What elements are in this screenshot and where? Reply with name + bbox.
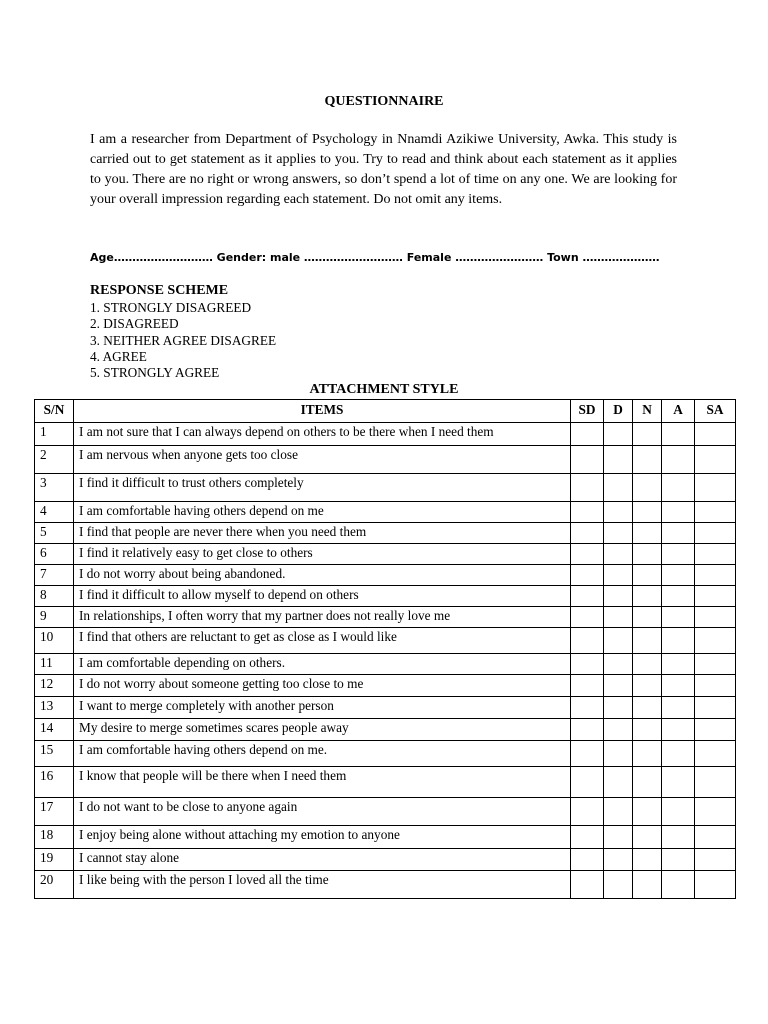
header-items: ITEMS <box>74 400 571 423</box>
response-cell-sa[interactable] <box>695 697 736 719</box>
response-cell-sd[interactable] <box>571 654 604 675</box>
response-scheme-title: RESPONSE SCHEME <box>90 283 229 298</box>
table-row <box>35 719 736 741</box>
response-cell-sd[interactable] <box>571 741 604 767</box>
header-sa: SA <box>695 400 736 423</box>
row-sn: 10 <box>35 628 74 654</box>
response-cell-a[interactable] <box>662 544 695 565</box>
attachment-style-table <box>34 399 736 899</box>
row-item: I do not worry about someone getting too close to me <box>74 675 571 697</box>
table-row <box>35 565 736 586</box>
header-a: A <box>662 400 695 423</box>
row-item: I find that people are never there when you need them <box>74 523 571 544</box>
response-cell-n[interactable] <box>633 586 662 607</box>
response-cell-d[interactable] <box>604 565 633 586</box>
table-row <box>35 474 736 502</box>
response-cell-d[interactable] <box>604 741 633 767</box>
response-cell-n[interactable] <box>633 849 662 871</box>
row-item: I am comfortable having others depend on me <box>74 502 571 523</box>
response-cell-sd[interactable] <box>571 474 604 502</box>
response-cell-a[interactable] <box>662 871 695 899</box>
response-cell-a[interactable] <box>662 586 695 607</box>
response-cell-sd[interactable] <box>571 719 604 741</box>
response-cell-sd[interactable] <box>571 849 604 871</box>
response-cell-n[interactable] <box>633 544 662 565</box>
response-cell-sa[interactable] <box>695 654 736 675</box>
row-sn: 7 <box>35 565 74 586</box>
response-cell-sa[interactable] <box>695 767 736 798</box>
response-cell-n[interactable] <box>633 474 662 502</box>
response-cell-a[interactable] <box>662 849 695 871</box>
response-cell-sa[interactable] <box>695 798 736 826</box>
response-cell-sa[interactable] <box>695 474 736 502</box>
response-cell-sa[interactable] <box>695 607 736 628</box>
response-cell-sd[interactable] <box>571 675 604 697</box>
response-cell-d[interactable] <box>604 502 633 523</box>
row-item: In relationships, I often worry that my partner does not really love me <box>74 607 571 628</box>
response-cell-a[interactable] <box>662 654 695 675</box>
response-cell-sd[interactable] <box>571 423 604 446</box>
response-cell-sa[interactable] <box>695 423 736 446</box>
row-sn: 20 <box>35 871 74 899</box>
response-cell-n[interactable] <box>633 446 662 474</box>
response-cell-a[interactable] <box>662 423 695 446</box>
row-sn: 14 <box>35 719 74 741</box>
response-cell-d[interactable] <box>604 544 633 565</box>
row-item: I am comfortable having others depend on me. <box>74 741 571 767</box>
response-cell-n[interactable] <box>633 675 662 697</box>
row-item: I like being with the person I loved all the time <box>74 871 571 899</box>
response-cell-sa[interactable] <box>695 544 736 565</box>
response-cell-n[interactable] <box>633 741 662 767</box>
table-row <box>35 767 736 798</box>
response-cell-sd[interactable] <box>571 446 604 474</box>
response-cell-a[interactable] <box>662 767 695 798</box>
response-cell-d[interactable] <box>604 826 633 849</box>
response-cell-d[interactable] <box>604 798 633 826</box>
table-row <box>35 446 736 474</box>
row-sn: 1 <box>35 423 74 446</box>
intro-paragraph: I am a researcher from Department of Psychology in Nnamdi Azikiwe University, Awka. This study is carried out to get statement as it applies to you. Try to read and think about each statement as it applies to you. There are no right or wrong answers, so don’t spend a lot of time on any one. We are looking for your overall impression regarding each statement. Do not omit any items. <box>90 132 677 207</box>
response-cell-sa[interactable] <box>695 719 736 741</box>
row-sn: 11 <box>35 654 74 675</box>
row-item: I am not sure that I can always depend on others to be there when I need them <box>74 423 571 446</box>
row-sn: 9 <box>35 607 74 628</box>
table-row <box>35 798 736 826</box>
response-cell-sa[interactable] <box>695 675 736 697</box>
response-scheme-list <box>90 300 276 381</box>
response-cell-d[interactable] <box>604 423 633 446</box>
response-cell-sd[interactable] <box>571 523 604 544</box>
response-cell-d[interactable] <box>604 628 633 654</box>
response-cell-a[interactable] <box>662 719 695 741</box>
response-cell-a[interactable] <box>662 565 695 586</box>
response-cell-a[interactable] <box>662 502 695 523</box>
header-d: D <box>604 400 633 423</box>
table-row <box>35 423 736 446</box>
table-row <box>35 586 736 607</box>
row-item: I find it relatively easy to get close to others <box>74 544 571 565</box>
response-cell-sd[interactable] <box>571 697 604 719</box>
response-cell-sa[interactable] <box>695 446 736 474</box>
response-cell-d[interactable] <box>604 767 633 798</box>
row-sn: 3 <box>35 474 74 502</box>
table-row <box>35 871 736 899</box>
row-sn: 12 <box>35 675 74 697</box>
table-row <box>35 523 736 544</box>
row-sn: 2 <box>35 446 74 474</box>
table-row <box>35 741 736 767</box>
table-row <box>35 697 736 719</box>
scheme-option: 5. STRONGLY AGREE <box>90 365 220 381</box>
row-item: I do not want to be close to anyone again <box>74 798 571 826</box>
response-cell-sa[interactable] <box>695 826 736 849</box>
response-cell-sd[interactable] <box>571 502 604 523</box>
response-cell-sd[interactable] <box>571 607 604 628</box>
response-cell-sd[interactable] <box>571 767 604 798</box>
response-cell-a[interactable] <box>662 741 695 767</box>
response-cell-n[interactable] <box>633 565 662 586</box>
response-cell-n[interactable] <box>633 871 662 899</box>
page-title: QUESTIONNAIRE <box>324 94 444 109</box>
response-cell-sa[interactable] <box>695 871 736 899</box>
row-item: I enjoy being alone without attaching my emotion to anyone <box>74 826 571 849</box>
row-item: My desire to merge sometimes scares people away <box>74 719 571 741</box>
row-sn: 18 <box>35 826 74 849</box>
response-cell-sa[interactable] <box>695 565 736 586</box>
response-cell-d[interactable] <box>604 523 633 544</box>
header-sd: SD <box>571 400 604 423</box>
response-cell-sa[interactable] <box>695 741 736 767</box>
row-item: I cannot stay alone <box>74 849 571 871</box>
row-item: I find it difficult to allow myself to depend on others <box>74 586 571 607</box>
section-title: ATTACHMENT STYLE <box>309 382 459 397</box>
demographics-line: Age……………………… Gender: male ……………………… Female …………………… Town ………………… <box>90 251 660 264</box>
response-cell-n[interactable] <box>633 502 662 523</box>
response-cell-sa[interactable] <box>695 628 736 654</box>
response-cell-sd[interactable] <box>571 586 604 607</box>
response-cell-d[interactable] <box>604 849 633 871</box>
response-cell-sa[interactable] <box>695 849 736 871</box>
response-cell-sd[interactable] <box>571 628 604 654</box>
response-cell-n[interactable] <box>633 798 662 826</box>
response-cell-a[interactable] <box>662 697 695 719</box>
table-row <box>35 849 736 871</box>
response-cell-d[interactable] <box>604 446 633 474</box>
scheme-option: 4. AGREE <box>90 348 147 364</box>
row-item: I am nervous when anyone gets too close <box>74 446 571 474</box>
response-cell-a[interactable] <box>662 446 695 474</box>
response-cell-sd[interactable] <box>571 544 604 565</box>
row-sn: 4 <box>35 502 74 523</box>
row-item: I want to merge completely with another person <box>74 697 571 719</box>
response-cell-d[interactable] <box>604 654 633 675</box>
response-cell-a[interactable] <box>662 607 695 628</box>
table-row <box>35 544 736 565</box>
scheme-option: 3. NEITHER AGREE DISAGREE <box>90 332 277 348</box>
row-sn: 15 <box>35 741 74 767</box>
header-n: N <box>633 400 662 423</box>
row-item: I know that people will be there when I need them <box>74 767 571 798</box>
response-cell-a[interactable] <box>662 523 695 544</box>
response-cell-a[interactable] <box>662 798 695 826</box>
response-cell-n[interactable] <box>633 607 662 628</box>
row-sn: 5 <box>35 523 74 544</box>
row-sn: 17 <box>35 798 74 826</box>
row-sn: 19 <box>35 849 74 871</box>
row-sn: 16 <box>35 767 74 798</box>
row-item: I am comfortable depending on others. <box>74 654 571 675</box>
response-cell-sd[interactable] <box>571 565 604 586</box>
response-cell-sa[interactable] <box>695 502 736 523</box>
response-cell-d[interactable] <box>604 675 633 697</box>
response-cell-d[interactable] <box>604 871 633 899</box>
scheme-option: 2. DISAGREED <box>90 316 179 332</box>
response-cell-a[interactable] <box>662 474 695 502</box>
response-cell-n[interactable] <box>633 697 662 719</box>
response-cell-d[interactable] <box>604 719 633 741</box>
response-cell-a[interactable] <box>662 826 695 849</box>
row-item: I find that others are reluctant to get as close as I would like <box>74 628 571 654</box>
table-header-row <box>35 400 736 423</box>
table-row <box>35 502 736 523</box>
response-cell-sd[interactable] <box>571 826 604 849</box>
response-cell-n[interactable] <box>633 423 662 446</box>
row-item: I find it difficult to trust others completely <box>74 474 571 502</box>
header-sn: S/N <box>35 400 74 423</box>
response-cell-d[interactable] <box>604 607 633 628</box>
row-sn: 6 <box>35 544 74 565</box>
response-cell-a[interactable] <box>662 675 695 697</box>
table-row <box>35 654 736 675</box>
table-row <box>35 675 736 697</box>
response-cell-d[interactable] <box>604 474 633 502</box>
response-cell-n[interactable] <box>633 826 662 849</box>
row-item: I do not worry about being abandoned. <box>74 565 571 586</box>
row-sn: 13 <box>35 697 74 719</box>
response-cell-n[interactable] <box>633 628 662 654</box>
scheme-option: 1. STRONGLY DISAGREED <box>90 300 252 315</box>
response-cell-sd[interactable] <box>571 798 604 826</box>
response-cell-sa[interactable] <box>695 523 736 544</box>
response-cell-n[interactable] <box>633 767 662 798</box>
response-cell-n[interactable] <box>633 719 662 741</box>
response-cell-a[interactable] <box>662 628 695 654</box>
row-sn: 8 <box>35 586 74 607</box>
table-row <box>35 826 736 849</box>
response-cell-d[interactable] <box>604 586 633 607</box>
response-cell-sa[interactable] <box>695 586 736 607</box>
table-row <box>35 607 736 628</box>
response-cell-sd[interactable] <box>571 871 604 899</box>
table-row <box>35 628 736 654</box>
response-cell-n[interactable] <box>633 523 662 544</box>
response-cell-n[interactable] <box>633 654 662 675</box>
response-cell-d[interactable] <box>604 697 633 719</box>
